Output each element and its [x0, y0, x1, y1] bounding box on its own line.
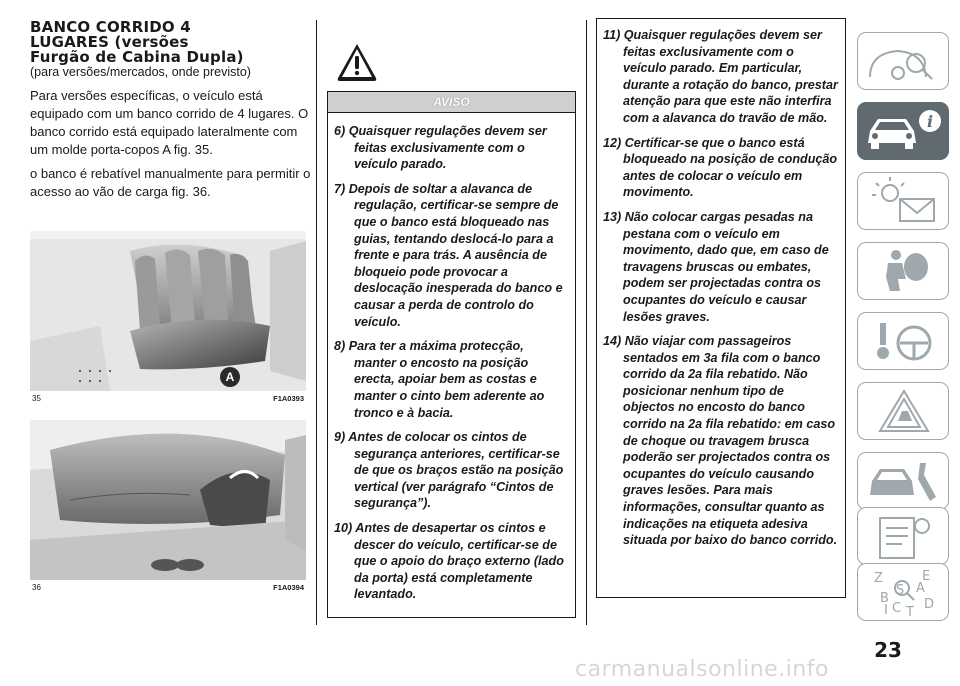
section-title-line-2: LUGARES (versões [30, 33, 189, 51]
warning-item-12: 12) Certificar-se que o banco está bloqueado na posição de condução antes de colocar o veículo em movimento. [603, 135, 838, 200]
warning-box-continued [596, 18, 846, 598]
paragraph-1: Para versões específicas, o veículo está equipado com um banco corrido de 4 lugares. O banco corrido está equipado lateralmente com um molde porta-copos A fig. 35. [30, 88, 309, 157]
warning-item-14: 14) Não viajar com passageiros sentados em 3a fila com o banco corrido da 2a fila rebatido. Não posicionar nenhum tipo de objectos no encosto do banco corrido na 2a fila rebatido: em caso de choque ou travagem brusca poderão ser projectados contra os ocupantes do veículo causando graves lesões. Para mais informações, consultar quanto as indicações na etiqueta adesiva situada por baixo do banco corrido. [603, 334, 838, 548]
warning-heading: AVISO [328, 92, 575, 113]
warning-item-6: 6) Quaisquer regulações devem ser feitas exclusivamente com o veículo parado. [334, 124, 547, 172]
figure-35 [30, 231, 306, 403]
column-divider-1 [316, 20, 317, 625]
section-intro [30, 20, 312, 207]
bench-seat-photo [30, 231, 306, 391]
warning-item-9: 9) Antes de colocar os cintos de segurança anteriores, certificar-se de que os braços estão na posição vertical (ver parágrafo “Cintos de segurança”). [334, 430, 564, 511]
tab-starting-driving[interactable] [857, 312, 949, 370]
callout-a: A [225, 370, 235, 384]
tab-technical-data[interactable] [857, 507, 949, 565]
figure-36 [30, 420, 306, 592]
section-title-line-1: BANCO CORRIDO 4 [30, 18, 191, 36]
steering-key-icon [858, 313, 950, 371]
index-letter: Z [874, 571, 883, 586]
specs-gear-icon [858, 508, 950, 566]
figure-number: 35 [32, 394, 41, 403]
section-title-line-3: Furgão de Cabina Dupla) [30, 48, 244, 66]
tab-emergency[interactable] [857, 382, 949, 440]
warning-light-mail-icon [858, 173, 950, 231]
index-letter: E [922, 569, 931, 584]
warning-item-11: 11) Quaisquer regulações devem ser feitas exclusivamente com o veículo parado. Em particular, durante a rotação do banco, prestar atenção para que este não interfira com a alavanca do travão de mão. [603, 28, 838, 125]
warning-item-10: 10) Antes de desapertar os cintos e descer do veículo, certificar-se de que o apoio do braço externo (lado da porta) está completamente levantado. [334, 521, 564, 602]
warning-item-7: 7) Depois de soltar a alavanca de regulação, certificar-se sempre de que o banco está bloqueado nas guias, tentando deslocá-lo para a frente e para trás. A ausência de bloqueio pode provocar a deslocação inesperada do banco e causar a perda de controlo do veículo. [334, 181, 563, 329]
car-info-icon [858, 103, 950, 161]
tab-dashboard[interactable] [857, 32, 949, 90]
road-warning-icon [858, 383, 950, 441]
folded-bench-photo [30, 420, 306, 580]
tab-vehicle-info[interactable] [857, 102, 949, 160]
index-letter: C [892, 601, 902, 616]
index-letter: S [896, 583, 905, 598]
warning-item-8: 8) Para ter a máxima protecção, manter o encosto na posição erecta, apoiar bem as costas e manter o cinto bem aderente ao tronco e à bacia. [334, 339, 545, 420]
warning-box [327, 91, 576, 618]
alphabetical-index-icon [858, 564, 950, 622]
warning-item-13: 13) Não colocar cargas pesadas na pestana com o veículo em movimento, dado que, em caso de travagens bruscas ou embates, podem ser projectadas contra os ocupantes do veículo e causar lesões graves. [603, 209, 829, 324]
index-letter: I [884, 603, 888, 618]
index-letter: T [906, 605, 914, 620]
figure-number: 36 [32, 583, 41, 592]
section-subtitle: (para versões/mercados, onde previsto) [30, 65, 251, 79]
watermark-text: carmanualsonline.info [575, 657, 829, 682]
svg-text:i: i [926, 112, 934, 131]
car-wrench-icon [858, 453, 950, 511]
tab-maintenance[interactable] [857, 452, 949, 510]
dashboard-search-icon [858, 33, 950, 91]
page-number: 23 [874, 638, 902, 662]
warning-triangle-icon [335, 40, 379, 84]
index-letter: D [924, 597, 935, 612]
figure-code: F1A0393 [273, 394, 304, 403]
tab-warning-lights[interactable] [857, 172, 949, 230]
figure-code: F1A0394 [273, 583, 304, 592]
index-letter: B [880, 591, 889, 606]
column-divider-2 [586, 20, 587, 625]
index-letter: A [916, 581, 925, 596]
tab-safety[interactable] [857, 242, 949, 300]
airbag-person-icon [858, 243, 950, 301]
tab-alphabetical-index[interactable] [857, 563, 949, 621]
paragraph-2: o banco é rebatível manualmente para permitir o acesso ao vão de carga fig. 36. [30, 166, 311, 199]
